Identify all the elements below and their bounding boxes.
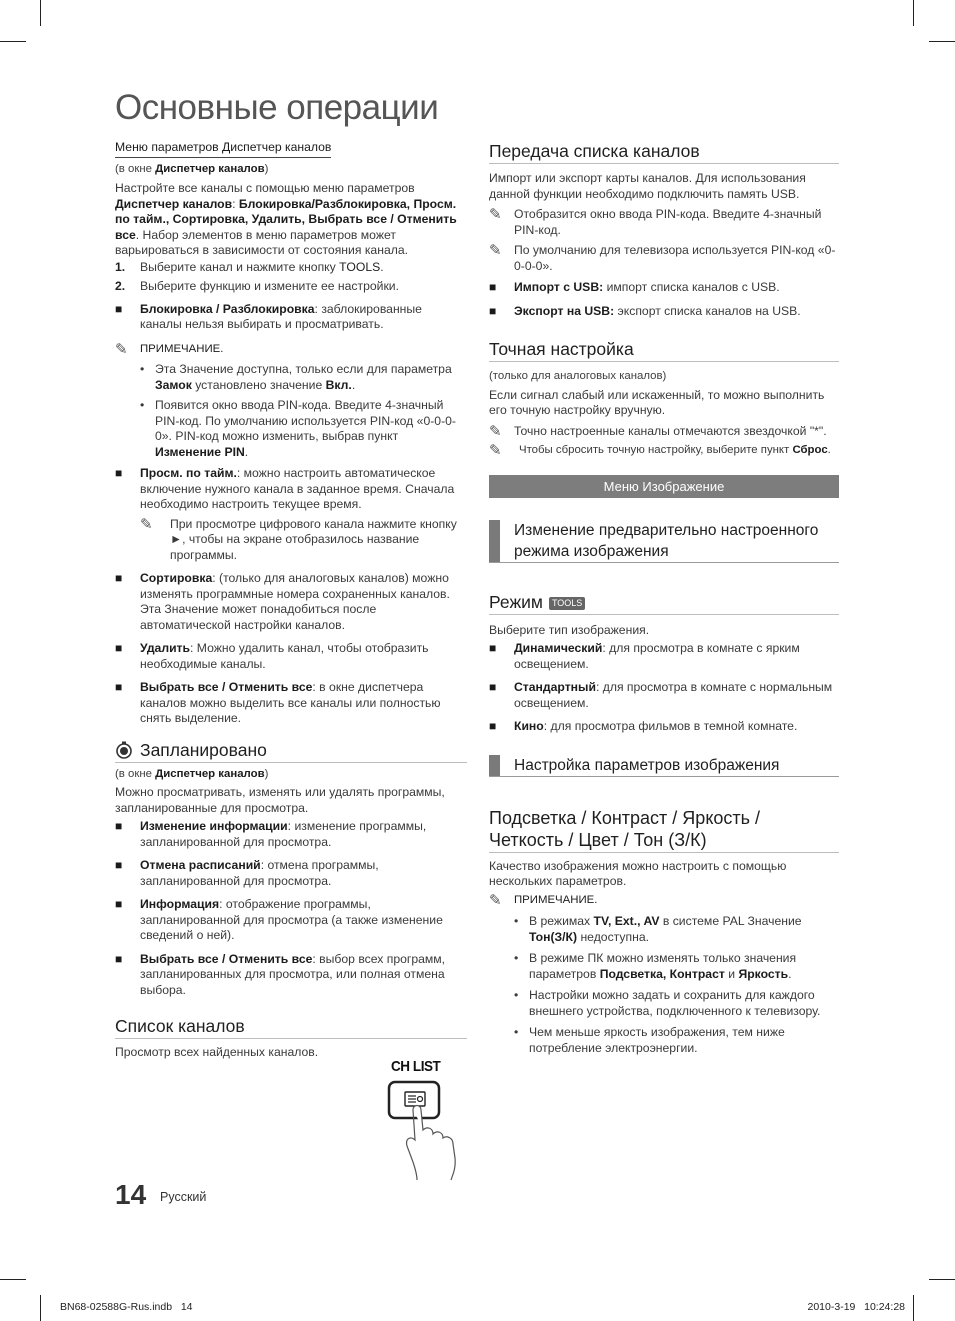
square-bullet-icon: ■ xyxy=(489,680,497,694)
section-heading-mode: Режим TOOLS xyxy=(489,591,839,615)
step-2: 2. Выберите функцию и измените ее настройки. xyxy=(115,279,399,293)
section-desc: Выберите тип изображения. xyxy=(489,622,650,637)
square-bullet-icon: ■ xyxy=(115,951,123,966)
section-heading-preset-mode: Изменение предварительно настроенного режима изображения xyxy=(489,520,839,563)
note-bullet: • Чем меньше яркость изображения, тем ниже потребление электроэнергии. xyxy=(514,1025,785,1055)
section-desc: Если сигнал слабый или искаженный, то можно выполнить его точную настройку вручную. xyxy=(489,387,825,417)
note-bullet: • Появится окно ввода PIN-кода. Введите 4-значный PIN-код. По умолчанию используется PIN-код «0-0-0-0». PIN-код можно изменить, выбрав пункт Изменение PIN. xyxy=(140,398,456,459)
section-heading-scheduled: Запланировано xyxy=(115,739,467,763)
square-bullet-icon: ■ xyxy=(489,280,497,294)
square-bullet-icon: ■ xyxy=(115,466,123,480)
note-item: ✎ Чтобы сбросить точную настройку, выберите пункт Сброс. xyxy=(489,442,831,459)
page-title: Основные операции xyxy=(115,88,439,127)
square-bullet-icon: ■ xyxy=(489,303,497,318)
list-item: ■ Просм. по тайм.: можно настроить автоматическое включение нужного канала в заданное время. Сначала необходимо настроить текущее время. xyxy=(115,466,455,511)
list-item: ■ Удалить: Можно удалить канал, чтобы отобразить необходимые каналы. xyxy=(115,641,429,671)
section-heading-picture-params: Настройка параметров изображения xyxy=(489,755,839,777)
pencil-note-icon: ✎ xyxy=(489,442,502,459)
footer-language: Русский xyxy=(160,1190,207,1204)
crop-mark xyxy=(913,0,914,26)
pencil-note-icon: ✎ xyxy=(489,422,502,440)
square-bullet-icon: ■ xyxy=(115,858,123,872)
square-bullet-icon: ■ xyxy=(115,680,123,694)
section-desc: Просмотр всех найденных каналов. xyxy=(115,1045,319,1059)
crop-mark xyxy=(0,41,26,42)
list-item: ■ Импорт с USB: импорт списка каналов с USB. xyxy=(489,280,780,294)
print-timestamp: 2010-3-19 10:24:28 xyxy=(807,1301,905,1313)
list-item: ■ Сортировка: (только для аналоговых каналов) можно изменять программные номера сохраненных каналов. Эта Значение может понадобиться после автоматической настройки каналов. xyxy=(115,571,450,632)
pencil-note-icon: ✎ xyxy=(115,340,128,358)
square-bullet-icon: ■ xyxy=(115,301,123,316)
note-bullet: • Эта Значение доступна, только если для параметра Замок установлено значение Вкл.. xyxy=(140,362,452,392)
pencil-note-icon: ✎ xyxy=(489,242,502,259)
list-item: ■ Динамический: для просмотра в комнате с ярким освещением. xyxy=(489,641,800,671)
section-subtitle: Меню параметров Диспетчер каналов xyxy=(115,140,331,158)
hand-press-icon xyxy=(383,1058,463,1183)
section-heading-transfer: Передача списка каналов xyxy=(489,140,839,164)
note-bullet: • Настройки можно задать и сохранить для каждого внешнего устройства, подключенного к телевизору. xyxy=(514,988,821,1018)
ch-list-remote-illustration xyxy=(383,1058,463,1183)
note-header: ✎ ПРИМЕЧАНИЕ. xyxy=(489,891,598,909)
note-item: ✎ По умолчанию для телевизора используется PIN-код «0-0-0-0». xyxy=(489,242,836,273)
square-bullet-icon: ■ xyxy=(115,571,123,585)
list-item: ■ Отмена расписаний: отмена программы, запланированной для просмотра. xyxy=(115,858,379,888)
square-bullet-icon: ■ xyxy=(115,819,123,833)
square-bullet-icon: ■ xyxy=(115,641,123,655)
pencil-note-icon: ✎ xyxy=(140,515,153,533)
note-item: ✎ При просмотре цифрового канала нажмите кнопку ►, чтобы на экране отобразилось название программы. xyxy=(140,515,457,562)
list-item: ■ Информация: отображение программы, запланированной для просмотра (а также изменение сведений о ней). xyxy=(115,897,443,942)
note-bullet: • В режиме ПК можно изменять только значения параметров Подсветка, Контраст и Яркость. xyxy=(514,951,797,981)
list-item: ■ Блокировка / Разблокировка: заблокированные каналы нельзя выбирать и просматривать. xyxy=(115,301,422,331)
section-heading-channel-list: Список каналов xyxy=(115,1015,467,1039)
note-item: ✎ Точно настроенные каналы отмечаются звездочкой "*". xyxy=(489,422,827,440)
crop-mark xyxy=(40,0,41,26)
section-desc: Можно просматривать, изменять или удалять программы, запланированные для просмотра. xyxy=(115,785,445,815)
timer-icon xyxy=(115,741,133,759)
note-item: ✎ Отобразится окно ввода PIN-кода. Введите 4-значный PIN-код. xyxy=(489,206,822,237)
left-column xyxy=(115,140,467,1061)
square-bullet-icon: ■ xyxy=(489,719,497,733)
crop-mark xyxy=(929,1279,955,1280)
square-bullet-icon: ■ xyxy=(115,897,123,911)
section-desc: Импорт или экспорт карты каналов. Для использования данной функции необходимо подключить память USB. xyxy=(489,171,806,201)
context-note: (в окне Диспетчер каналов) xyxy=(115,767,269,780)
crop-mark xyxy=(929,41,955,42)
square-bullet-icon: ■ xyxy=(489,641,497,655)
pencil-note-icon: ✎ xyxy=(489,206,502,223)
section-desc: Качество изображения можно настроить с помощью нескольких параметров. xyxy=(489,858,787,888)
list-item: ■ Выбрать все / Отменить все: в окне диспетчера каналов можно выделить все каналы или полностью снять выделение. xyxy=(115,680,441,725)
print-file-info: BN68-02588G-Rus.indb 14 xyxy=(60,1301,193,1313)
list-item: ■ Изменение информации: изменение программы, запланированной для просмотра. xyxy=(115,819,427,849)
page-number: 14 xyxy=(115,1179,147,1210)
list-item: ■ Кино: для просмотра фильмов в темной комнате. xyxy=(489,719,798,733)
crop-mark xyxy=(913,1295,914,1321)
tools-badge-icon: TOOLS xyxy=(549,597,585,610)
step-1: 1. Выберите канал и нажмите кнопку TOOLS. xyxy=(115,259,384,274)
intro-text: Настройте все каналы с помощью меню параметров Диспетчер каналов: Блокировка/Разблокировка, Просм. по тайм., Сортировка, Удалить, Выбрать все / Отменить все. Набор элементов в меню параметров может варьироваться в зависимости от состояния канала. xyxy=(115,181,457,257)
list-item: ■ Стандартный: для просмотра в комнате с нормальным освещением. xyxy=(489,680,833,710)
context-note: (только для аналоговых каналов) xyxy=(489,370,667,382)
note-header: ✎ ПРИМЕЧАНИЕ. xyxy=(115,340,224,358)
section-heading-fine-tune: Точная настройка xyxy=(489,338,839,362)
list-item: ■ Выбрать все / Отменить все: выбор всех программ, запланированных для просмотра, или полная отмена выбора. xyxy=(115,951,446,997)
crop-mark xyxy=(40,1295,41,1321)
menu-bar-picture: Меню Изображение xyxy=(489,475,839,498)
ch-list-label: CH LIST xyxy=(391,1058,441,1075)
note-bullet: • В режимах TV, Ext., AV в системе PAL Значение Тон(З/К) недоступна. xyxy=(514,914,802,944)
list-item: ■ Экспорт на USB: экспорт списка каналов на USB. xyxy=(489,303,801,318)
context-note: (в окне Диспетчер каналов) xyxy=(115,162,269,175)
crop-mark xyxy=(0,1279,26,1280)
right-column xyxy=(489,140,839,1056)
section-heading-backlight: Подсветка / Контраст / Яркость / Четкость / Цвет / Тон (З/К) xyxy=(489,807,839,853)
pencil-note-icon: ✎ xyxy=(489,891,502,909)
